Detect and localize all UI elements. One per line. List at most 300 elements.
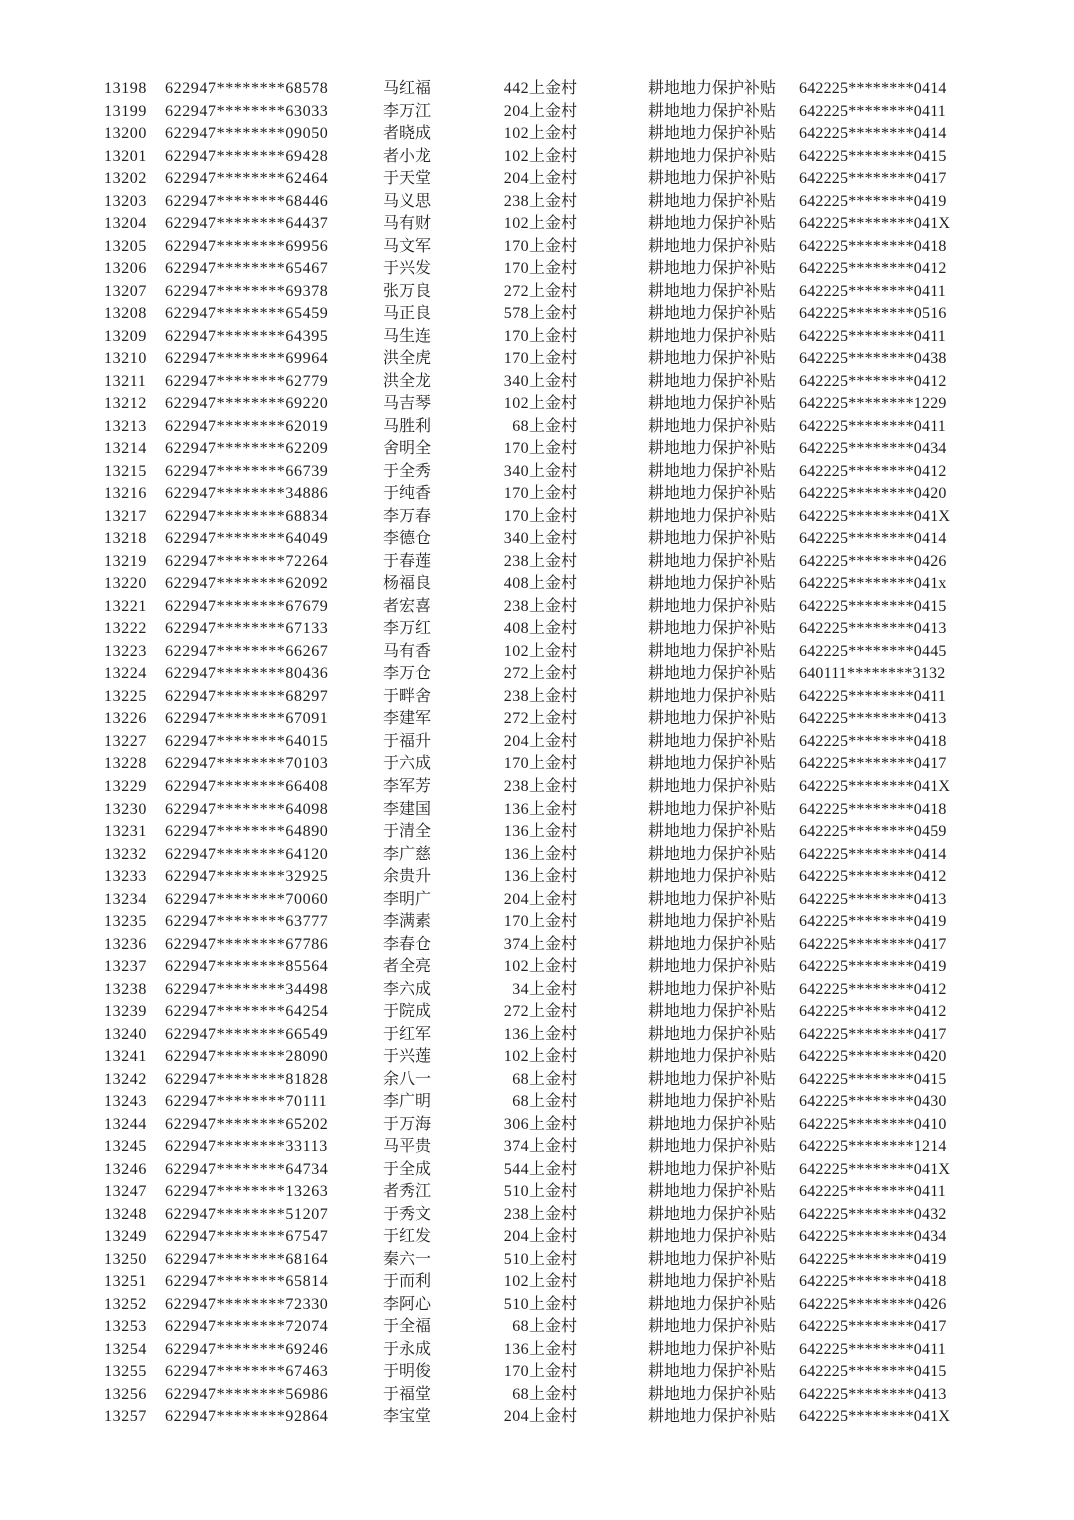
cell-id-number: 642225********0411 xyxy=(799,687,947,705)
cell-amount: 204 xyxy=(503,1408,529,1426)
cell-subsidy-type: 耕地地力保护补贴 xyxy=(648,1070,777,1088)
cell-id-number: 642225********0412 xyxy=(799,462,947,480)
cell-village: 上金村 xyxy=(529,215,578,233)
cell-row-number: 13221 xyxy=(104,597,147,615)
cell-subsidy-type: 耕地地力保护补贴 xyxy=(648,1408,777,1426)
cell-id-number: 642225********0413 xyxy=(799,1385,947,1403)
cell-village: 上金村 xyxy=(529,1385,578,1403)
cell-amount: 510 xyxy=(503,1183,529,1201)
cell-id-number: 642225********0426 xyxy=(799,552,947,570)
cell-account-number: 622947********65467 xyxy=(165,260,329,278)
cell-village: 上金村 xyxy=(529,800,578,818)
cell-village: 上金村 xyxy=(529,395,578,413)
cell-name: 于而利 xyxy=(383,1273,432,1291)
cell-row-number: 13257 xyxy=(104,1408,147,1426)
table-row xyxy=(104,1046,970,1069)
cell-subsidy-type: 耕地地力保护补贴 xyxy=(648,597,777,615)
cell-name: 舍明全 xyxy=(383,440,432,458)
cell-id-number: 642225********0412 xyxy=(799,372,947,390)
cell-name: 李广慈 xyxy=(383,845,432,863)
cell-row-number: 13199 xyxy=(104,102,147,120)
cell-account-number: 622947********68834 xyxy=(165,507,329,525)
cell-village: 上金村 xyxy=(529,1115,578,1133)
table-row xyxy=(104,776,970,799)
cell-id-number: 642225********0411 xyxy=(799,1340,947,1358)
cell-village: 上金村 xyxy=(529,350,578,368)
cell-account-number: 622947********67133 xyxy=(165,620,329,638)
cell-amount: 68 xyxy=(512,1093,529,1111)
table-row xyxy=(104,1204,970,1227)
cell-account-number: 622947********67547 xyxy=(165,1228,329,1246)
cell-village: 上金村 xyxy=(529,620,578,638)
cell-subsidy-type: 耕地地力保护补贴 xyxy=(648,1183,777,1201)
cell-village: 上金村 xyxy=(529,1160,578,1178)
table-row xyxy=(104,573,970,596)
cell-row-number: 13216 xyxy=(104,485,147,503)
cell-subsidy-type: 耕地地力保护补贴 xyxy=(648,823,777,841)
cell-village: 上金村 xyxy=(529,980,578,998)
cell-name: 于清全 xyxy=(383,823,432,841)
cell-village: 上金村 xyxy=(529,305,578,323)
table-row xyxy=(104,506,970,529)
cell-amount: 170 xyxy=(503,350,529,368)
cell-amount: 510 xyxy=(503,1295,529,1313)
cell-id-number: 642225********1214 xyxy=(799,1138,947,1156)
table-row xyxy=(104,168,970,191)
cell-amount: 442 xyxy=(503,80,529,97)
cell-amount: 204 xyxy=(503,732,529,750)
cell-village: 上金村 xyxy=(529,282,578,300)
cell-row-number: 13247 xyxy=(104,1183,147,1201)
cell-id-number: 642225********0430 xyxy=(799,1093,947,1111)
cell-subsidy-type: 耕地地力保护补贴 xyxy=(648,868,777,886)
cell-id-number: 642225********0419 xyxy=(799,1250,947,1268)
cell-row-number: 13241 xyxy=(104,1048,147,1066)
cell-id-number: 642225********0412 xyxy=(799,980,947,998)
cell-row-number: 13256 xyxy=(104,1385,147,1403)
cell-account-number: 622947********69964 xyxy=(165,350,329,368)
table-row xyxy=(104,956,970,979)
cell-amount: 204 xyxy=(503,890,529,908)
cell-row-number: 13213 xyxy=(104,417,147,435)
cell-account-number: 622947********64890 xyxy=(165,823,329,841)
cell-village: 上金村 xyxy=(529,823,578,841)
cell-name: 马正良 xyxy=(383,305,432,323)
cell-name: 于兴发 xyxy=(383,260,432,278)
cell-account-number: 622947********69428 xyxy=(165,147,329,165)
cell-name: 李万春 xyxy=(383,507,432,525)
cell-village: 上金村 xyxy=(529,935,578,953)
cell-amount: 238 xyxy=(503,777,529,795)
cell-subsidy-type: 耕地地力保护补贴 xyxy=(648,372,777,390)
cell-name: 于畔舍 xyxy=(383,687,432,705)
cell-amount: 272 xyxy=(503,710,529,728)
cell-amount: 68 xyxy=(512,417,529,435)
table-row xyxy=(104,438,970,461)
cell-name: 李万江 xyxy=(383,102,432,120)
cell-row-number: 13228 xyxy=(104,755,147,773)
cell-village: 上金村 xyxy=(529,1340,578,1358)
cell-row-number: 13223 xyxy=(104,642,147,660)
cell-name: 马义思 xyxy=(383,192,432,210)
cell-row-number: 13209 xyxy=(104,327,147,345)
cell-row-number: 13232 xyxy=(104,845,147,863)
cell-account-number: 622947********67679 xyxy=(165,597,329,615)
table-row xyxy=(104,78,970,101)
cell-village: 上金村 xyxy=(529,552,578,570)
table-row xyxy=(104,326,970,349)
table-row xyxy=(104,393,970,416)
cell-row-number: 13230 xyxy=(104,800,147,818)
cell-id-number: 640111********3132 xyxy=(799,665,946,683)
cell-amount: 136 xyxy=(503,845,529,863)
cell-id-number: 642225********0516 xyxy=(799,305,947,323)
cell-village: 上金村 xyxy=(529,80,578,97)
cell-id-number: 642225********0419 xyxy=(799,192,947,210)
table-row xyxy=(104,1361,970,1384)
table-row xyxy=(104,618,970,641)
cell-row-number: 13211 xyxy=(104,372,147,390)
cell-name: 于红发 xyxy=(383,1228,432,1246)
cell-subsidy-type: 耕地地力保护补贴 xyxy=(648,305,777,323)
cell-name: 李春仓 xyxy=(383,935,432,953)
cell-amount: 136 xyxy=(503,1340,529,1358)
table-row xyxy=(104,641,970,664)
cell-row-number: 13255 xyxy=(104,1363,147,1381)
cell-village: 上金村 xyxy=(529,1205,578,1223)
cell-row-number: 13208 xyxy=(104,305,147,323)
cell-row-number: 13240 xyxy=(104,1025,147,1043)
cell-name: 马有财 xyxy=(383,215,432,233)
cell-subsidy-type: 耕地地力保护补贴 xyxy=(648,282,777,300)
cell-village: 上金村 xyxy=(529,868,578,886)
cell-account-number: 622947********64437 xyxy=(165,215,329,233)
cell-village: 上金村 xyxy=(529,913,578,931)
table-row xyxy=(104,1136,970,1159)
cell-account-number: 622947********62092 xyxy=(165,575,329,593)
cell-id-number: 642225********0445 xyxy=(799,642,947,660)
cell-account-number: 622947********09050 xyxy=(165,125,329,143)
cell-id-number: 642225********0411 xyxy=(799,417,947,435)
cell-village: 上金村 xyxy=(529,507,578,525)
cell-name: 李建军 xyxy=(383,710,432,728)
table-row xyxy=(104,123,970,146)
cell-amount: 102 xyxy=(503,125,529,143)
cell-account-number: 622947********33113 xyxy=(165,1138,328,1156)
cell-amount: 68 xyxy=(512,1385,529,1403)
cell-amount: 170 xyxy=(503,755,529,773)
cell-village: 上金村 xyxy=(529,575,578,593)
cell-name: 马生连 xyxy=(383,327,432,345)
table-row xyxy=(104,1181,970,1204)
table-row xyxy=(104,461,970,484)
table-row xyxy=(104,1249,970,1272)
cell-amount: 238 xyxy=(503,597,529,615)
table-row xyxy=(104,799,970,822)
cell-id-number: 642225********0419 xyxy=(799,913,947,931)
table-row xyxy=(104,551,970,574)
cell-subsidy-type: 耕地地力保护补贴 xyxy=(648,507,777,525)
cell-name: 李明广 xyxy=(383,890,432,908)
cell-row-number: 13253 xyxy=(104,1318,147,1336)
cell-account-number: 622947********64120 xyxy=(165,845,329,863)
table-row xyxy=(104,213,970,236)
cell-subsidy-type: 耕地地力保护补贴 xyxy=(648,710,777,728)
table-row xyxy=(104,1316,970,1339)
cell-subsidy-type: 耕地地力保护补贴 xyxy=(648,350,777,368)
cell-name: 于全成 xyxy=(383,1160,432,1178)
cell-id-number: 642225********1229 xyxy=(799,395,947,413)
cell-name: 马平贵 xyxy=(383,1138,432,1156)
cell-village: 上金村 xyxy=(529,890,578,908)
cell-id-number: 642225********0413 xyxy=(799,710,947,728)
cell-village: 上金村 xyxy=(529,1363,578,1381)
cell-subsidy-type: 耕地地力保护补贴 xyxy=(648,1205,777,1223)
cell-subsidy-type: 耕地地力保护补贴 xyxy=(648,620,777,638)
cell-account-number: 622947********67786 xyxy=(165,935,329,953)
cell-village: 上金村 xyxy=(529,1048,578,1066)
cell-subsidy-type: 耕地地力保护补贴 xyxy=(648,958,777,976)
cell-subsidy-type: 耕地地力保护补贴 xyxy=(648,1385,777,1403)
subsidy-table-body xyxy=(104,78,970,1429)
cell-amount: 238 xyxy=(503,552,529,570)
cell-village: 上金村 xyxy=(529,665,578,683)
cell-id-number: 642225********0412 xyxy=(799,1003,947,1021)
cell-id-number: 642225********0418 xyxy=(799,800,947,818)
cell-amount: 102 xyxy=(503,958,529,976)
cell-account-number: 622947********70111 xyxy=(165,1093,328,1111)
cell-amount: 102 xyxy=(503,395,529,413)
cell-account-number: 622947********28090 xyxy=(165,1048,329,1066)
cell-id-number: 642225********0411 xyxy=(799,102,947,120)
cell-amount: 170 xyxy=(503,1363,529,1381)
cell-name: 李万仓 xyxy=(383,665,432,683)
cell-id-number: 642225********0412 xyxy=(799,868,947,886)
cell-account-number: 622947********63777 xyxy=(165,913,329,931)
cell-id-number: 642225********041X xyxy=(799,1408,951,1426)
cell-name: 者宏喜 xyxy=(383,597,432,615)
cell-account-number: 622947********67463 xyxy=(165,1363,329,1381)
cell-amount: 374 xyxy=(503,1138,529,1156)
cell-row-number: 13252 xyxy=(104,1295,147,1313)
cell-account-number: 622947********85564 xyxy=(165,958,329,976)
cell-subsidy-type: 耕地地力保护补贴 xyxy=(648,1093,777,1111)
cell-name: 于院成 xyxy=(383,1003,432,1021)
cell-account-number: 622947********56986 xyxy=(165,1385,329,1403)
cell-amount: 170 xyxy=(503,507,529,525)
cell-id-number: 642225********0413 xyxy=(799,890,947,908)
cell-subsidy-type: 耕地地力保护补贴 xyxy=(648,1318,777,1336)
cell-subsidy-type: 耕地地力保护补贴 xyxy=(648,1273,777,1291)
cell-row-number: 13239 xyxy=(104,1003,147,1021)
table-row xyxy=(104,821,970,844)
cell-row-number: 13203 xyxy=(104,192,147,210)
table-row xyxy=(104,866,970,889)
cell-id-number: 642225********0412 xyxy=(799,260,947,278)
cell-amount: 374 xyxy=(503,935,529,953)
cell-row-number: 13246 xyxy=(104,1160,147,1178)
cell-amount: 238 xyxy=(503,192,529,210)
cell-subsidy-type: 耕地地力保护补贴 xyxy=(648,1115,777,1133)
table-row xyxy=(104,1271,970,1294)
cell-subsidy-type: 耕地地力保护补贴 xyxy=(648,890,777,908)
table-row xyxy=(104,258,970,281)
cell-village: 上金村 xyxy=(529,845,578,863)
cell-name: 余八一 xyxy=(383,1070,432,1088)
cell-village: 上金村 xyxy=(529,237,578,255)
cell-account-number: 622947********34498 xyxy=(165,980,329,998)
cell-row-number: 13198 xyxy=(104,80,147,97)
cell-row-number: 13222 xyxy=(104,620,147,638)
cell-subsidy-type: 耕地地力保护补贴 xyxy=(648,642,777,660)
cell-account-number: 622947********64734 xyxy=(165,1160,329,1178)
cell-subsidy-type: 耕地地力保护补贴 xyxy=(648,260,777,278)
cell-name: 于秀文 xyxy=(383,1205,432,1223)
cell-id-number: 642225********0459 xyxy=(799,823,947,841)
cell-amount: 238 xyxy=(503,1205,529,1223)
table-row xyxy=(104,1226,970,1249)
cell-id-number: 642225********0417 xyxy=(799,1318,947,1336)
cell-row-number: 13215 xyxy=(104,462,147,480)
cell-account-number: 622947********67091 xyxy=(165,710,329,728)
cell-village: 上金村 xyxy=(529,440,578,458)
cell-row-number: 13207 xyxy=(104,282,147,300)
cell-row-number: 13254 xyxy=(104,1340,147,1358)
cell-row-number: 13238 xyxy=(104,980,147,998)
cell-name: 李德仓 xyxy=(383,530,432,548)
table-row xyxy=(104,708,970,731)
cell-amount: 170 xyxy=(503,260,529,278)
subsidy-table-sheet xyxy=(104,78,970,1429)
cell-subsidy-type: 耕地地力保护补贴 xyxy=(648,687,777,705)
cell-account-number: 622947********32925 xyxy=(165,868,329,886)
cell-amount: 136 xyxy=(503,823,529,841)
table-row xyxy=(104,889,970,912)
cell-subsidy-type: 耕地地力保护补贴 xyxy=(648,665,777,683)
cell-account-number: 622947********72074 xyxy=(165,1318,329,1336)
cell-account-number: 622947********62464 xyxy=(165,170,329,188)
cell-id-number: 642225********041X xyxy=(799,777,951,795)
subsidy-table xyxy=(104,78,970,1429)
cell-name: 秦六一 xyxy=(383,1250,432,1268)
table-row xyxy=(104,303,970,326)
table-row xyxy=(104,686,970,709)
cell-amount: 340 xyxy=(503,462,529,480)
cell-account-number: 622947********69246 xyxy=(165,1340,329,1358)
cell-amount: 170 xyxy=(503,440,529,458)
cell-row-number: 13206 xyxy=(104,260,147,278)
cell-account-number: 622947********69220 xyxy=(165,395,329,413)
cell-row-number: 13235 xyxy=(104,913,147,931)
cell-subsidy-type: 耕地地力保护补贴 xyxy=(648,215,777,233)
cell-row-number: 13219 xyxy=(104,552,147,570)
cell-account-number: 622947********72330 xyxy=(165,1295,329,1313)
table-row xyxy=(104,1114,970,1137)
cell-amount: 272 xyxy=(503,282,529,300)
table-row xyxy=(104,753,970,776)
cell-name: 者全亮 xyxy=(383,958,432,976)
cell-account-number: 622947********51207 xyxy=(165,1205,329,1223)
cell-amount: 408 xyxy=(503,620,529,638)
cell-amount: 68 xyxy=(512,1318,529,1336)
cell-name: 李满素 xyxy=(383,913,432,931)
cell-id-number: 642225********0417 xyxy=(799,170,947,188)
cell-village: 上金村 xyxy=(529,755,578,773)
table-row xyxy=(104,528,970,551)
cell-subsidy-type: 耕地地力保护补贴 xyxy=(648,1363,777,1381)
cell-subsidy-type: 耕地地力保护补贴 xyxy=(648,327,777,345)
cell-account-number: 622947********66549 xyxy=(165,1025,329,1043)
cell-subsidy-type: 耕地地力保护补贴 xyxy=(648,395,777,413)
cell-row-number: 13210 xyxy=(104,350,147,368)
cell-amount: 204 xyxy=(503,102,529,120)
cell-amount: 408 xyxy=(503,575,529,593)
cell-subsidy-type: 耕地地力保护补贴 xyxy=(648,980,777,998)
cell-id-number: 642225********041X xyxy=(799,215,951,233)
cell-name: 马吉琴 xyxy=(383,395,432,413)
cell-row-number: 13212 xyxy=(104,395,147,413)
cell-amount: 204 xyxy=(503,170,529,188)
cell-village: 上金村 xyxy=(529,147,578,165)
cell-id-number: 642225********0414 xyxy=(799,530,947,548)
cell-id-number: 642225********0418 xyxy=(799,237,947,255)
cell-village: 上金村 xyxy=(529,1318,578,1336)
cell-village: 上金村 xyxy=(529,417,578,435)
cell-name: 李万红 xyxy=(383,620,432,638)
cell-name: 马红福 xyxy=(383,80,432,97)
cell-amount: 102 xyxy=(503,642,529,660)
cell-account-number: 622947********64049 xyxy=(165,530,329,548)
cell-row-number: 13249 xyxy=(104,1228,147,1246)
cell-id-number: 642225********0434 xyxy=(799,440,947,458)
cell-row-number: 13224 xyxy=(104,665,147,683)
cell-subsidy-type: 耕地地力保护补贴 xyxy=(648,1025,777,1043)
cell-village: 上金村 xyxy=(529,777,578,795)
table-row xyxy=(104,663,970,686)
cell-account-number: 622947********68164 xyxy=(165,1250,329,1268)
cell-name: 于全福 xyxy=(383,1318,432,1336)
table-row xyxy=(104,1294,970,1317)
cell-subsidy-type: 耕地地力保护补贴 xyxy=(648,1138,777,1156)
cell-id-number: 642225********0417 xyxy=(799,1025,947,1043)
cell-row-number: 13205 xyxy=(104,237,147,255)
cell-village: 上金村 xyxy=(529,125,578,143)
cell-subsidy-type: 耕地地力保护补贴 xyxy=(648,800,777,818)
cell-id-number: 642225********0415 xyxy=(799,1070,947,1088)
cell-village: 上金村 xyxy=(529,1138,578,1156)
cell-account-number: 622947********62019 xyxy=(165,417,329,435)
cell-row-number: 13236 xyxy=(104,935,147,953)
cell-village: 上金村 xyxy=(529,1228,578,1246)
cell-amount: 272 xyxy=(503,665,529,683)
cell-name: 洪全虎 xyxy=(383,350,432,368)
cell-subsidy-type: 耕地地力保护补贴 xyxy=(648,552,777,570)
cell-row-number: 13248 xyxy=(104,1205,147,1223)
table-row xyxy=(104,348,970,371)
cell-subsidy-type: 耕地地力保护补贴 xyxy=(648,845,777,863)
cell-name: 者晓成 xyxy=(383,125,432,143)
cell-name: 于红军 xyxy=(383,1025,432,1043)
cell-subsidy-type: 耕地地力保护补贴 xyxy=(648,1295,777,1313)
cell-account-number: 622947********64254 xyxy=(165,1003,329,1021)
cell-name: 于兴莲 xyxy=(383,1048,432,1066)
cell-name: 于全秀 xyxy=(383,462,432,480)
cell-subsidy-type: 耕地地力保护补贴 xyxy=(648,170,777,188)
cell-amount: 204 xyxy=(503,1228,529,1246)
table-row xyxy=(104,1406,970,1429)
table-row xyxy=(104,1339,970,1362)
cell-id-number: 642225********0420 xyxy=(799,485,947,503)
